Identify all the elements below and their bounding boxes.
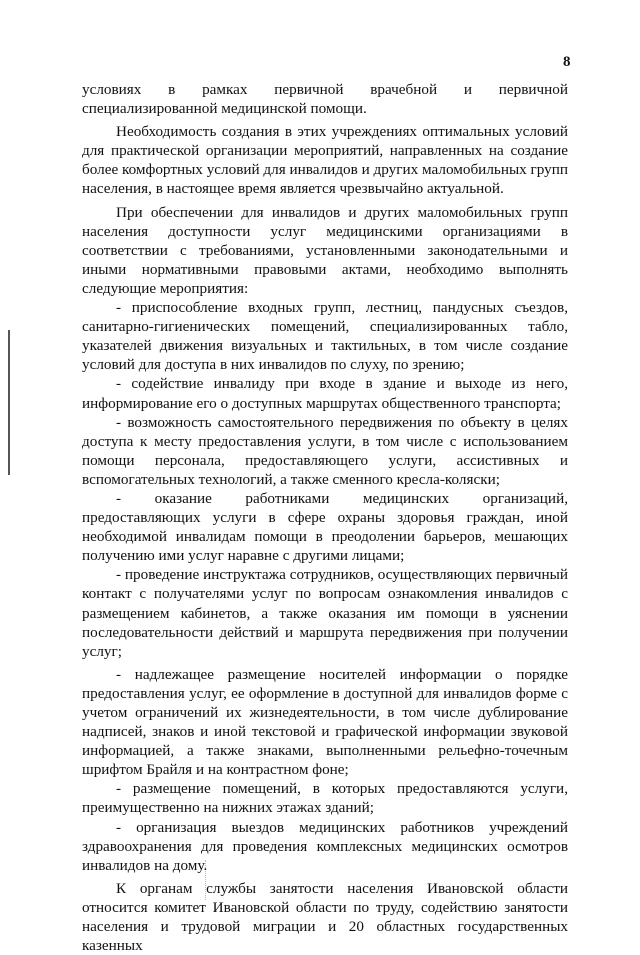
list-item: - проведение инструктажа сотрудников, осуществляющих первичный контакт с получателями услуг по вопросам ознакомления инвалидов с размещением кабинетов, а также оказания им помощи в уяснении последовательности действий и маршрута передвижения при получении услуг; <box>82 566 568 660</box>
list-item: - размещение помещений, в которых предоставляются услуги, преимущественно на нижних этажах зданий; <box>82 780 568 817</box>
list-item: - приспособление входных групп, лестниц, пандусных съездов, санитарно-гигиенических помещений, специализированных табло, указателей движения визуальных и тактильных, в том числе создание условий для доступа в них инвалидов по слуху, по зрению; <box>82 299 568 374</box>
page-number: 8 <box>563 54 571 70</box>
document-body <box>82 80 568 955</box>
margin-line <box>8 330 10 475</box>
paragraph: Необходимость создания в этих учреждениях оптимальных условий для практической организации мероприятий, направленных на создание более комфортных условий для инвалидов и других маломобильных групп населения, в настоящее время является чрезвычайно актуальной. <box>82 123 569 198</box>
list-item: - организация выездов медицинских работников учреждений здравоохранения для проведения комплексных медицинских осмотров инвалидов на дому. <box>82 818 568 874</box>
list-item: - оказание работниками медицинских организаций, предоставляющих услуги в сфере охраны здоровья граждан, иной необходимой инвалидам помощи в преодолении барьеров, мешающих получению ими услуг наравне с другими лицами; <box>82 489 568 565</box>
paragraph: условиях в рамках первичной врачебной и первичной специализированной медицинской помощи. <box>82 81 568 118</box>
list-item: - возможность самостоятельного передвижения по объекту в целях доступа к месту предоставления услуги, в том числе с использованием помощи персонала, предоставляющего услуги, ассистивных и вспомогательных технологий, а также сменного кресла-коляски; <box>82 413 568 488</box>
paragraph: При обеспечении для инвалидов и других маломобильных групп населения доступности услуг медицинскими организациями в соответствии с требованиями, установленными законодательными и иными нормативными правовыми актами, необходимо выполнять следующие мероприятия: <box>82 203 568 297</box>
list-item: - надлежащее размещение носителей информации о порядке предоставления услуг, ее оформление в доступной для инвалидов форме с учетом ограничений их жизнедеятельности, в том числе дублирование надписей, знаков и иной текстовой и графической информации звуковой информацией, а также знаками, выполненными рельефно-точечным шрифтом Брайля и на контрастном фоне; <box>82 665 568 779</box>
list-item: - содействие инвалиду при входе в здание и выходе из него, информирование его о доступных маршрутах общественного транспорта; <box>82 375 568 412</box>
paragraph: К органам службы занятости населения Ивановской области относится комитет Ивановской области по труду, содействию занятости населения и трудовой миграции и 20 областных государственных казенных <box>82 879 568 955</box>
